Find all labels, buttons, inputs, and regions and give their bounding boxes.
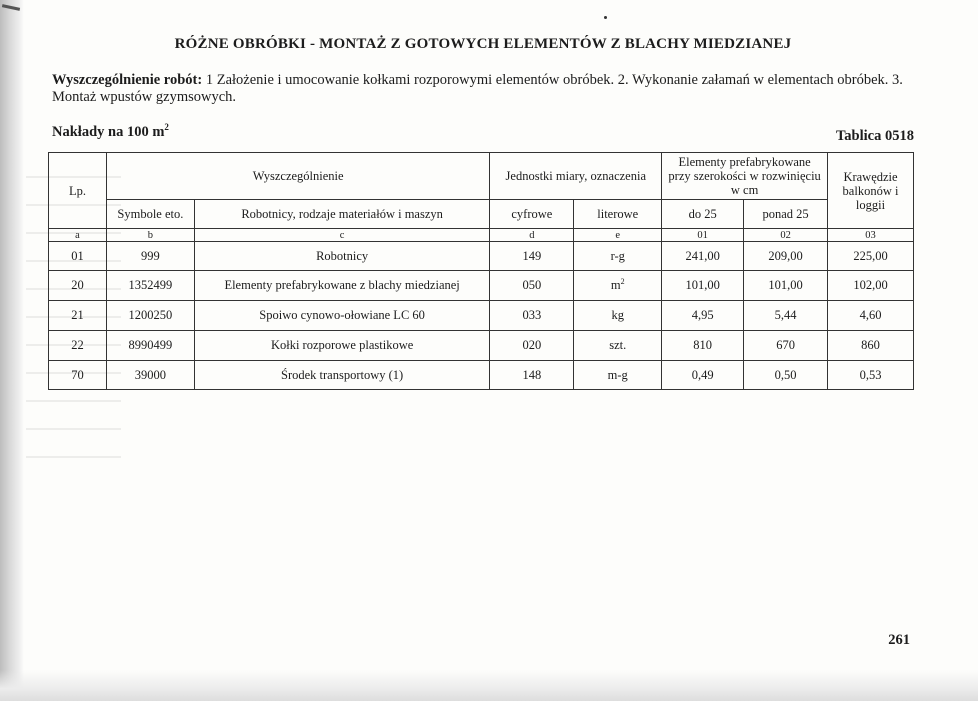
works-description-label: Wyszczególnienie robót: xyxy=(52,72,203,88)
header-ponad25: ponad 25 xyxy=(744,200,828,229)
header-lp: Lp. xyxy=(49,153,107,229)
header-cyfrowe: cyfrowe xyxy=(490,200,574,229)
cell-name: Kołki rozporowe plastikowe xyxy=(194,331,490,361)
cell-v03: 0,53 xyxy=(828,361,914,390)
table-number: Tablica 0518 xyxy=(835,128,914,144)
cell-v03: 860 xyxy=(828,331,914,361)
cell-lp: 21 xyxy=(49,301,107,331)
scan-dust-dot xyxy=(604,16,607,19)
header-symbole: Symbole eto. xyxy=(106,200,194,229)
column-letter: a xyxy=(49,229,107,242)
column-letters-row xyxy=(49,229,914,242)
book-gutter-shadow xyxy=(0,0,24,701)
naklady-label: Nakłady na 100 m xyxy=(52,123,165,140)
cell-lp: 20 xyxy=(49,271,107,301)
cell-cyfrowe: 148 xyxy=(490,361,574,390)
table-header-row-1 xyxy=(49,153,914,200)
header-robotnicy-opis: Robotnicy, rodzaje materiałów i maszyn xyxy=(194,200,490,229)
page-title: RÓŻNE OBRÓBKI - MONTAŻ Z GOTOWYCH ELEMENTÓW Z BLACHY MIEDZIANEJ xyxy=(174,36,792,52)
cell-cyfrowe: 033 xyxy=(490,301,574,331)
column-letter: 01 xyxy=(662,229,744,242)
cell-symbol: 1200250 xyxy=(106,301,194,331)
cell-v02: 5,44 xyxy=(744,301,828,331)
unit-exponent: 2 xyxy=(620,277,625,287)
table-header-row-2 xyxy=(49,200,914,229)
cell-cyfrowe: 149 xyxy=(490,242,574,271)
cell-literowe: m-g xyxy=(574,361,662,390)
bottom-edge-shadow xyxy=(0,670,978,701)
column-letter: e xyxy=(574,229,662,242)
cell-symbol: 999 xyxy=(106,242,194,271)
header-literowe: literowe xyxy=(574,200,662,229)
column-letter: 02 xyxy=(744,229,828,242)
column-letter: b xyxy=(106,229,194,242)
header-krawedzie: Krawędzie balkonów i loggii xyxy=(828,153,914,229)
cell-lp: 22 xyxy=(49,331,107,361)
cell-lp: 01 xyxy=(49,242,107,271)
cell-cyfrowe: 050 xyxy=(490,271,574,301)
naklady-exponent: 2 xyxy=(164,122,169,132)
table-row xyxy=(49,242,914,271)
cell-symbol: 8990499 xyxy=(106,331,194,361)
cell-literowe xyxy=(574,271,662,301)
naklady-heading xyxy=(52,122,169,141)
cell-name: Środek transportowy (1) xyxy=(194,361,490,390)
cell-literowe: kg xyxy=(574,301,662,331)
table-row xyxy=(49,361,914,390)
cell-v03: 102,00 xyxy=(828,271,914,301)
column-letter: c xyxy=(194,229,490,242)
cell-v01: 241,00 xyxy=(662,242,744,271)
cell-v03: 4,60 xyxy=(828,301,914,331)
page-number: 261 xyxy=(888,632,910,648)
table-row xyxy=(49,271,914,301)
cell-name: Spoiwo cynowo-ołowiane LC 60 xyxy=(194,301,490,331)
cell-v02: 209,00 xyxy=(744,242,828,271)
cell-v01: 810 xyxy=(662,331,744,361)
cell-v02: 101,00 xyxy=(744,271,828,301)
unit-text: m xyxy=(610,278,621,293)
cell-name: Robotnicy xyxy=(194,242,490,271)
cell-v01: 0,49 xyxy=(662,361,744,390)
cell-symbol: 39000 xyxy=(106,361,194,390)
cell-v03: 225,00 xyxy=(828,242,914,271)
column-letter: d xyxy=(490,229,574,242)
column-letter: 03 xyxy=(828,229,914,242)
cell-v02: 0,50 xyxy=(744,361,828,390)
cell-cyfrowe: 020 xyxy=(490,331,574,361)
cell-literowe: szt. xyxy=(574,331,662,361)
table-row xyxy=(49,331,914,361)
cell-lp: 70 xyxy=(49,361,107,390)
cell-name: Elementy prefabrykowane z blachy miedzianej xyxy=(194,271,490,301)
cell-symbol: 1352499 xyxy=(106,271,194,301)
cell-v02: 670 xyxy=(744,331,828,361)
header-do25: do 25 xyxy=(662,200,744,229)
cell-v01: 4,95 xyxy=(662,301,744,331)
norms-table xyxy=(48,152,914,390)
cell-v01: 101,00 xyxy=(662,271,744,301)
header-elementy: Elementy prefabrykowane przy szerokości w rozwinięciu w cm xyxy=(662,153,828,200)
header-jednostki: Jednostki miary, oznaczenia xyxy=(490,153,662,200)
header-wyszczegolnienie: Wyszczególnienie xyxy=(106,153,489,200)
works-description xyxy=(52,72,914,106)
table-row xyxy=(49,301,914,331)
cell-literowe: r-g xyxy=(574,242,662,271)
works-description-text: 1 Założenie i umocowanie kołkami rozporowymi elementów obróbek. 2. Wykonanie załamań w elementach obróbek. 3. Montaż wpustów gzymsowych. xyxy=(52,72,903,105)
